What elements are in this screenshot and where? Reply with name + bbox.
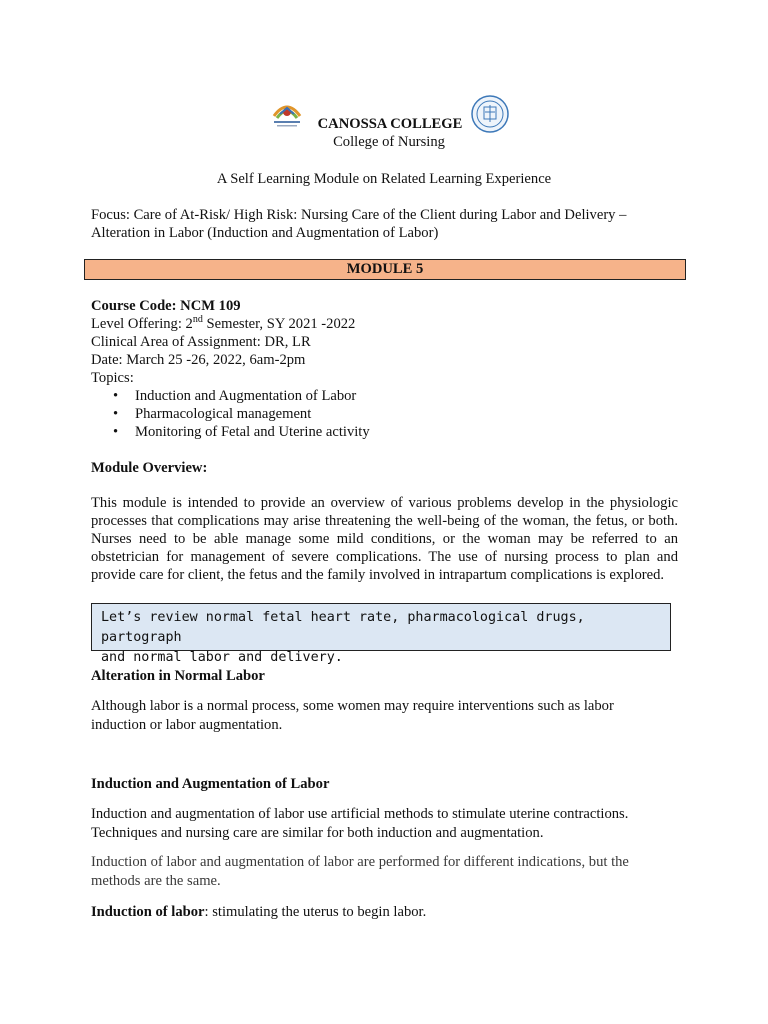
callout-line-2: and normal labor and delivery. bbox=[101, 650, 343, 665]
induction-p1-line-2: Techniques and nursing care are similar for both induction and augmentation. bbox=[91, 825, 544, 841]
alteration-paragraph bbox=[91, 697, 691, 735]
induction-p1-line-1: Induction and augmentation of labor use artificial methods to stimulate uterine contractions. bbox=[91, 806, 629, 822]
alteration-line-2: induction or labor augmentation. bbox=[91, 717, 283, 733]
list-item: • Pharmacological management bbox=[91, 405, 691, 423]
overview-line: provide care for client, the fetus and the family involved in intrapartum complications is explored. bbox=[91, 567, 665, 583]
course-code: Course Code: NCM 109 bbox=[91, 298, 241, 314]
definition-term: Induction of labor bbox=[91, 904, 205, 920]
focus-line-1: Focus: Care of At-Risk/ High Risk: Nursing Care of the Client during Labor and Delivery – bbox=[91, 207, 627, 223]
induction-paragraph-1 bbox=[91, 805, 691, 843]
topics-label: Topics: bbox=[91, 370, 134, 386]
level-offering bbox=[91, 315, 691, 333]
level-suffix: Semester, SY 2021 -2022 bbox=[202, 316, 356, 332]
focus-line-2: Alteration in Labor (Induction and Augmentation of Labor) bbox=[91, 225, 439, 241]
schedule-date: Date: March 25 -26, 2022, 6am-2pm bbox=[91, 352, 306, 368]
induction-heading: Induction and Augmentation of Labor bbox=[91, 776, 330, 792]
topics-list bbox=[91, 387, 691, 441]
list-item: • Induction and Augmentation of Labor bbox=[91, 387, 691, 405]
focus-statement bbox=[91, 206, 691, 242]
callout-line-1: Let’s review normal fetal heart rate, pharmacological drugs, partograph bbox=[101, 610, 585, 645]
induction-paragraph-2 bbox=[91, 853, 691, 891]
clinical-area: Clinical Area of Assignment: DR, LR bbox=[91, 334, 311, 350]
overview-line: obstetrician for management of severe complications. The use of nursing process to plan and bbox=[91, 549, 678, 565]
school-name: CANOSSA COLLEGE bbox=[317, 116, 463, 132]
induction-p2-line-1: Induction of labor and augmentation of labor are performed for different indications, but the bbox=[91, 854, 629, 870]
course-info bbox=[91, 297, 691, 441]
induction-p2-line-2: methods are the same. bbox=[91, 873, 221, 889]
definition-text: : stimulating the uterus to begin labor. bbox=[204, 904, 427, 920]
module-title: A Self Learning Module on Related Learning Experience bbox=[216, 171, 552, 187]
overview-line: This module is intended to provide an overview of various problems develop in the physiologic bbox=[91, 495, 678, 511]
overview-heading: Module Overview: bbox=[91, 460, 208, 476]
overview-line: Nurses need to be able manage some mild conditions, or the woman may be referred to an bbox=[91, 531, 678, 547]
list-item: • Monitoring of Fetal and Uterine activity bbox=[91, 423, 691, 441]
level-superscript: nd bbox=[192, 314, 203, 326]
alteration-heading: Alteration in Normal Labor bbox=[91, 668, 265, 684]
school-subtitle: College of Nursing bbox=[333, 134, 445, 150]
level-prefix: Level Offering: 2 bbox=[91, 316, 193, 332]
overview-line: processes that complications may arise threatening the well-being of the woman, the fetus, or both. bbox=[91, 513, 678, 529]
induction-definition bbox=[91, 903, 691, 922]
alteration-line-1: Although labor is a normal process, some women may require interventions such as labor bbox=[91, 698, 614, 714]
module-banner: MODULE 5 bbox=[84, 259, 686, 280]
review-callout bbox=[91, 603, 671, 665]
overview-paragraph bbox=[91, 494, 678, 584]
